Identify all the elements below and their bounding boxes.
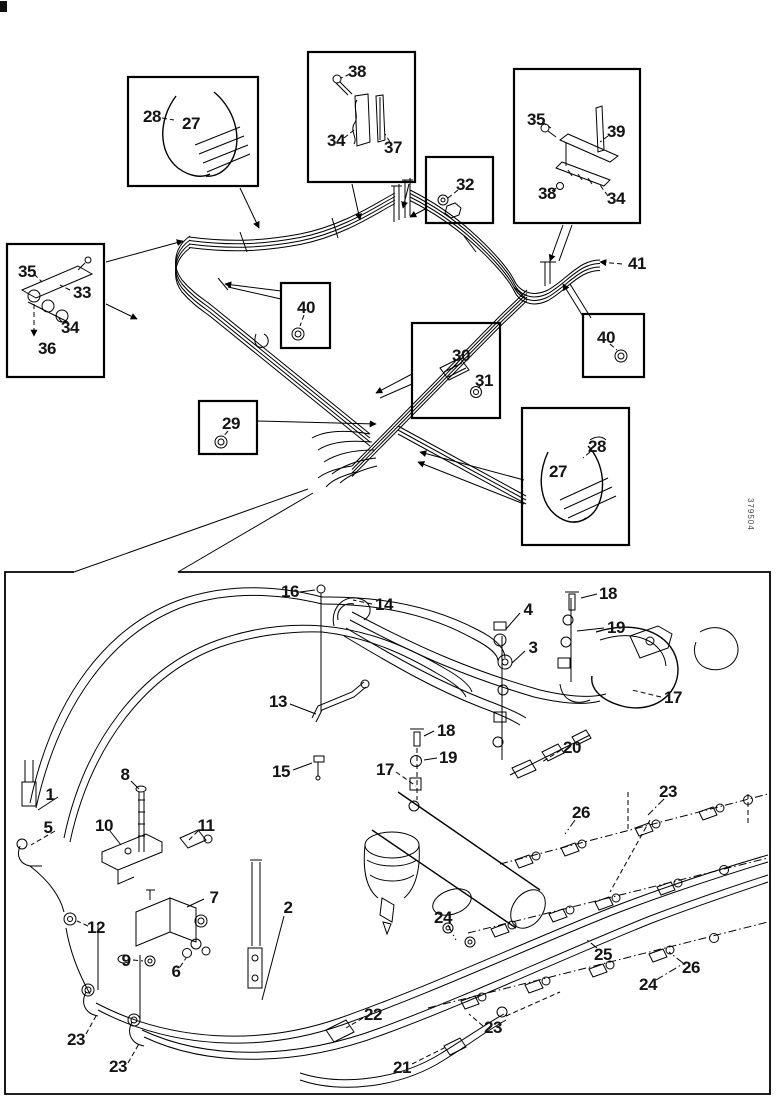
callout-label-22: 22 — [364, 1005, 382, 1024]
callout-label-23: 23 — [659, 782, 677, 801]
callout-label-40: 40 — [297, 298, 315, 317]
callout-label-16: 16 — [281, 582, 299, 601]
fitting-cluster-20 — [510, 730, 591, 778]
callout-label-1: 1 — [45, 785, 55, 804]
callout-label-12: 12 — [87, 918, 105, 937]
callout-label-26: 26 — [572, 803, 590, 822]
callout-label-24: 24 — [434, 908, 452, 927]
callout-label-39: 39 — [607, 122, 625, 141]
callout-label-26: 26 — [682, 958, 700, 977]
left-small-parts — [17, 760, 212, 994]
inset-box-nut-29 — [199, 401, 257, 454]
hose-21-22 — [300, 992, 560, 1087]
callout-label-28: 28 — [143, 107, 161, 126]
callout-label-17: 17 — [664, 688, 682, 707]
callout-label-32: 32 — [456, 175, 474, 194]
callout-label-24: 24 — [639, 975, 657, 994]
injection-pump — [364, 792, 552, 947]
callout-label-27: 27 — [549, 462, 567, 481]
callout-label-13: 13 — [269, 692, 287, 711]
callout-label-23: 23 — [484, 1018, 502, 1037]
callout-label-19: 19 — [439, 748, 457, 767]
bottom-hoses-arcs — [30, 588, 606, 842]
callout-label-20: 20 — [563, 738, 581, 757]
callout-label-8: 8 — [120, 765, 130, 784]
inset-box-hose-clamp-upper — [128, 77, 258, 186]
callout-label-5: 5 — [43, 818, 53, 837]
top-clamp-assembly — [290, 585, 372, 780]
callout-label-9: 9 — [121, 951, 131, 970]
callout-label-18: 18 — [599, 584, 617, 603]
fitting-chains-right — [428, 792, 768, 1009]
callout-pointers-top — [74, 184, 622, 572]
callout-label-27: 27 — [182, 114, 200, 133]
callout-label-37: 37 — [384, 138, 402, 157]
callout-label-18: 18 — [437, 721, 455, 740]
shutoff-valve-7 — [118, 890, 210, 967]
callout-label-15: 15 — [272, 762, 290, 781]
bottom-detail-box — [5, 572, 770, 1094]
inset-box-fitting-32 — [426, 157, 493, 223]
callout-label-34: 34 — [61, 318, 79, 337]
callout-label-25: 25 — [594, 945, 612, 964]
callout-label-3: 3 — [528, 638, 538, 657]
callout-label-21: 21 — [393, 1058, 411, 1077]
callout-label-38: 38 — [538, 184, 556, 203]
harness-bundle — [176, 178, 600, 504]
inset-box-clamps-35-33-34-36 — [7, 244, 104, 377]
callout-label-4: 4 — [523, 600, 533, 619]
artwork-id-text: 379504 — [746, 498, 755, 531]
inset-box-nut-40-right — [583, 314, 644, 377]
callout-label-11: 11 — [197, 816, 215, 835]
callout-label-29: 29 — [222, 414, 240, 433]
inset-box-clamp-38-34-37 — [308, 52, 415, 182]
callout-label-2: 2 — [283, 898, 293, 917]
hose-17-loop — [592, 626, 738, 708]
callout-label-10: 10 — [95, 816, 113, 835]
callout-label-35: 35 — [18, 262, 36, 281]
callout-label-34: 34 — [327, 131, 345, 150]
callout-label-36: 36 — [38, 339, 56, 358]
callout-label-30: 30 — [452, 346, 470, 365]
callout-label-6: 6 — [171, 962, 181, 981]
banjo-fitting-columns — [396, 592, 604, 811]
callout-label-41: 41 — [628, 254, 646, 273]
callout-label-28: 28 — [588, 437, 606, 456]
callout-label-33: 33 — [73, 283, 91, 302]
callout-label-23: 23 — [109, 1057, 127, 1076]
callout-label-31: 31 — [475, 371, 493, 390]
callout-label-7: 7 — [209, 888, 219, 907]
callout-label-34: 34 — [607, 189, 625, 208]
inset-box-bracket-35-39-38-34 — [514, 69, 640, 223]
callout-label-38: 38 — [348, 62, 366, 81]
callout-label-17: 17 — [376, 760, 394, 779]
callout-label-40: 40 — [597, 328, 615, 347]
inset-box-hose-clamp-lower — [522, 408, 629, 545]
callout-label-35: 35 — [527, 110, 545, 129]
inset-box-nut-40-mid — [281, 283, 330, 348]
callout-label-14: 14 — [375, 595, 393, 614]
callout-label-23: 23 — [67, 1030, 85, 1049]
callout-label-19: 19 — [607, 618, 625, 637]
